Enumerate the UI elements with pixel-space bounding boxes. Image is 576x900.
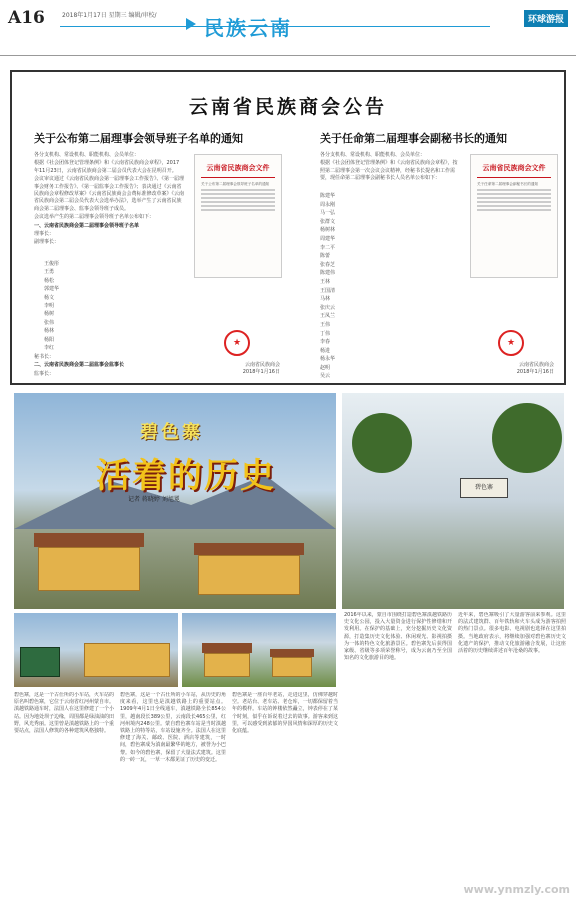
right-name: 王伟 — [320, 321, 331, 328]
station-building — [84, 643, 170, 677]
left-list-secretary: 秘书长： — [34, 354, 55, 360]
left-name: 杨林 — [44, 328, 55, 335]
doc-text-line — [201, 189, 275, 191]
doc-red-rule — [201, 177, 275, 178]
article-column-5: 近年来，碧色寨吸引了大量游客前来参观。这里的法式建筑群、百年铁轨和火车头成为游客拍照的热门景点。很多电影、电视剧也选择在这里拍摄。当地政府表示，将继续加强对碧色寨历史文化遗产的保护，推动文化旅游融合发展，让这座活着的历史继续讲述百年沧桑的故事。 — [458, 612, 566, 655]
building-roof — [34, 533, 144, 547]
page-header — [0, 0, 576, 56]
section-title: 民族云南 — [204, 16, 292, 40]
doc-text-line — [201, 205, 275, 207]
right-name: 王国清 — [320, 287, 336, 294]
right-body-p1: 各分支机构、常设机构、职能机构、会员单位： — [320, 152, 426, 158]
village-building — [272, 657, 312, 677]
right-signature — [482, 362, 554, 376]
announcement-box — [10, 70, 566, 385]
doc-title: 云南省民族商会文件 — [482, 163, 546, 172]
doc-text-line — [477, 197, 551, 199]
right-signer: 云南省民族商会 — [518, 362, 554, 368]
section-arrow-icon — [186, 18, 196, 30]
doc-text-line — [477, 189, 551, 191]
doc-text-line — [477, 205, 551, 207]
right-name: 赵明 — [320, 364, 331, 371]
left-supervisor-name: 监事长： — [34, 370, 55, 377]
right-notice-heading: 关于任命第二届理事会副秘书长的通知 — [320, 132, 507, 145]
station-sign-photo — [342, 393, 564, 609]
doc-subtitle: 关于公布第二届理事会领导班子名单的通知 — [201, 182, 270, 186]
right-name: 杨进 — [320, 347, 331, 354]
right-name: 张群文 — [320, 218, 336, 225]
left-name: 王俊彤 — [44, 261, 60, 267]
left-list-heading: 一、云南省民族商会第二届理事会领导班子名单 — [34, 222, 140, 229]
right-name: 王凤兰 — [320, 313, 336, 320]
left-name: 张伟 — [44, 319, 55, 326]
issue-line: 2018年1月17日 星期三 编辑/审校/ — [62, 12, 157, 19]
article-column-2: 碧色寨，这是一个古仕所的小车站，从历史的角度来看，这里也是滇越铁路上的重要站点。1909年4月1日全线通车，滇越铁路全长854公里，越南段长389公里，云南段长465公里，红河州境内248公里。蒙自碧色寨车站是当时滇越铁路上的特等站，车站设施齐全。法国人在这里修建了海关、邮政、医院、酒店等建筑，一时间，碧色寨成为滇南最繁华的地方，被誉为小巴黎。如今的碧色寨，保留了大量法式建筑。这里的一砖一瓦，一草一木都见证了历史的变迁。 — [120, 692, 226, 763]
right-name: 王林 — [320, 278, 331, 285]
village-building — [204, 653, 250, 677]
doc-text-line — [477, 209, 551, 211]
left-list-chair: 理事长： — [34, 231, 55, 238]
right-name: 李二平 — [320, 244, 336, 251]
train-photo — [14, 613, 178, 687]
left-body-p4: 会议选举产生的第二届理事会领导班子名单公布如下： — [34, 214, 155, 221]
feature-byline: 记者 蒋晓婷 刘旭冕 — [128, 496, 180, 503]
left-body-p3: 会议审议通过《云南省民族商会第一届理事会工作报告》、《第一届理事会财务工作报告》、《第一届监事会工作报告》；表决通过《云南省民族商会章程修改草案》《云南省民族商会会费标准修改草案》《云南省民族商会第二届会员代表大会选举办法》，选举产生了云南省民族商会第二届理事会、监事会领导班子成员。 — [34, 176, 185, 212]
left-name: 王勇 — [44, 269, 55, 276]
left-name: 郭建华 — [44, 286, 60, 293]
left-name: 杨文 — [44, 294, 55, 301]
article-column-3: 碧色寨是一座百年老站，走进这里，仿佛穿越时空。老站台、老车站、老仓库，一切都保留着当年的模样。车站的钟楼依然矗立，钟表停在了某个时刻，似乎在诉说着过去的故事。游客来到这里，可以感受到浓郁的异国风情和深厚的历史文化底蕴。 — [232, 692, 338, 735]
building-roof — [194, 543, 304, 555]
village-photo — [182, 613, 336, 687]
feature-headline: 活着的历史 — [96, 456, 276, 496]
right-name: 李春 — [320, 339, 331, 346]
doc-text-line — [201, 209, 275, 211]
doc-red-rule — [477, 177, 551, 178]
right-name: 丁伟 — [320, 330, 331, 337]
left-signer: 云南省民族商会 — [244, 362, 280, 368]
right-name: 张春芝 — [320, 261, 336, 268]
announcement-title: 云南省民族商会公告 — [188, 96, 387, 118]
right-red-seal-icon: ★ — [498, 330, 524, 356]
right-name: 陈建伟 — [320, 270, 336, 277]
right-date: 2018年1月16日 — [516, 369, 554, 375]
doc-text-line — [201, 197, 275, 199]
right-name: 张庆云 — [320, 304, 336, 311]
doc-text-line — [477, 201, 551, 203]
doc-text-line — [477, 193, 551, 195]
green-locomotive — [20, 647, 60, 677]
station-building — [198, 555, 300, 595]
left-name: 杨阳 — [44, 336, 55, 343]
station-name-sign: 碧色寨 — [460, 478, 508, 498]
column-tag: 环球游报 — [524, 10, 568, 27]
right-document-image — [470, 154, 558, 278]
right-name-list — [320, 192, 460, 381]
right-name: 陈蕾 — [320, 253, 331, 260]
left-red-seal-icon: ★ — [224, 330, 250, 356]
left-body-p2: 根据《社会团体登记管理条例》和《云南省民族商会章程》，2017年11月23日，云南省民族商会第二届会员代表大会在昆明召开。 — [34, 160, 180, 174]
right-name: 杨树林 — [320, 227, 336, 234]
tree-shape — [352, 413, 412, 473]
left-signature — [208, 362, 280, 376]
right-notice-body — [320, 152, 460, 184]
right-body-p2: 根据《社会团体登记管理条例》和《云南省民族商会章程》，按照第二届理事会第一次会议会议精神，经秘书长提名和工作需要，现任命第二届理事会副秘书长人员名单公布如下： — [320, 160, 458, 182]
left-notice-heading: 关于公布第二届理事会领导班子名单的通知 — [34, 132, 243, 145]
left-supervisor-heading: 二、云南省民族商会第二届监事会监事长 — [34, 362, 125, 369]
doc-title: 云南省民族商会文件 — [206, 163, 270, 172]
page-number: A16 — [8, 8, 45, 28]
left-name: 李明 — [44, 303, 55, 310]
right-name: 周建华 — [320, 235, 336, 242]
station-building — [38, 547, 140, 591]
doc-text-line — [201, 193, 275, 195]
left-name: 李红 — [44, 345, 55, 352]
left-list-vice: 副理事长： — [34, 239, 60, 246]
left-name: 杨树 — [44, 311, 55, 318]
right-name: 周永刚 — [320, 201, 336, 208]
left-name: 杨松 — [44, 277, 55, 284]
building-roof — [202, 643, 252, 653]
right-name: 陈建华 — [320, 193, 336, 199]
building-roof — [270, 649, 314, 657]
right-name: 吴云 — [320, 373, 331, 380]
tree-shape — [492, 403, 562, 473]
left-document-image — [194, 154, 282, 278]
left-body-p1: 各分支机构、常设机构、职能机构、会员单位： — [34, 152, 140, 158]
doc-text-line — [201, 201, 275, 203]
left-name-list — [44, 260, 174, 352]
right-name: 马一弘 — [320, 210, 336, 217]
left-list-footer — [34, 354, 184, 379]
left-notice-body — [34, 152, 184, 248]
right-name: 马林 — [320, 296, 331, 303]
site-watermark: www.ynmzly.com — [463, 883, 570, 896]
right-name: 杨永华 — [320, 356, 336, 363]
feature-kicker: 碧色寨 — [140, 422, 203, 443]
article-column-1: 碧色寨，这是一个古仕所的小车站，火车站的原名叫碧色寨，它位于云南省红河州蒙自市。滇越铁路通车时，法国人在这里修建了一个小站。因为地处坝子边缘，周围都是绿油油的田野，风光秀丽。这里曾是滇越铁路上的一个重要站点，法国人修筑的各种建筑风格独特。 — [14, 692, 114, 735]
doc-subtitle: 关于任命第二届理事会副秘书长的通知 — [477, 182, 539, 186]
article-column-4: 2016年以来，蒙自市围绕打造碧色寨滇越铁路历史文化公园，投入大量资金进行保护性修缮和开发利用。在保护的基础上，充分挖掘历史文化资源，打造集历史文化体验、休闲观光、影视拍摄为一体的特色文化旅游景区。碧色寨先后获得国家级、省级等多项荣誉称号，成为云南乃至全国知名的文化旅游目的地。 — [344, 612, 452, 662]
left-date: 2018年1月16日 — [242, 369, 280, 375]
